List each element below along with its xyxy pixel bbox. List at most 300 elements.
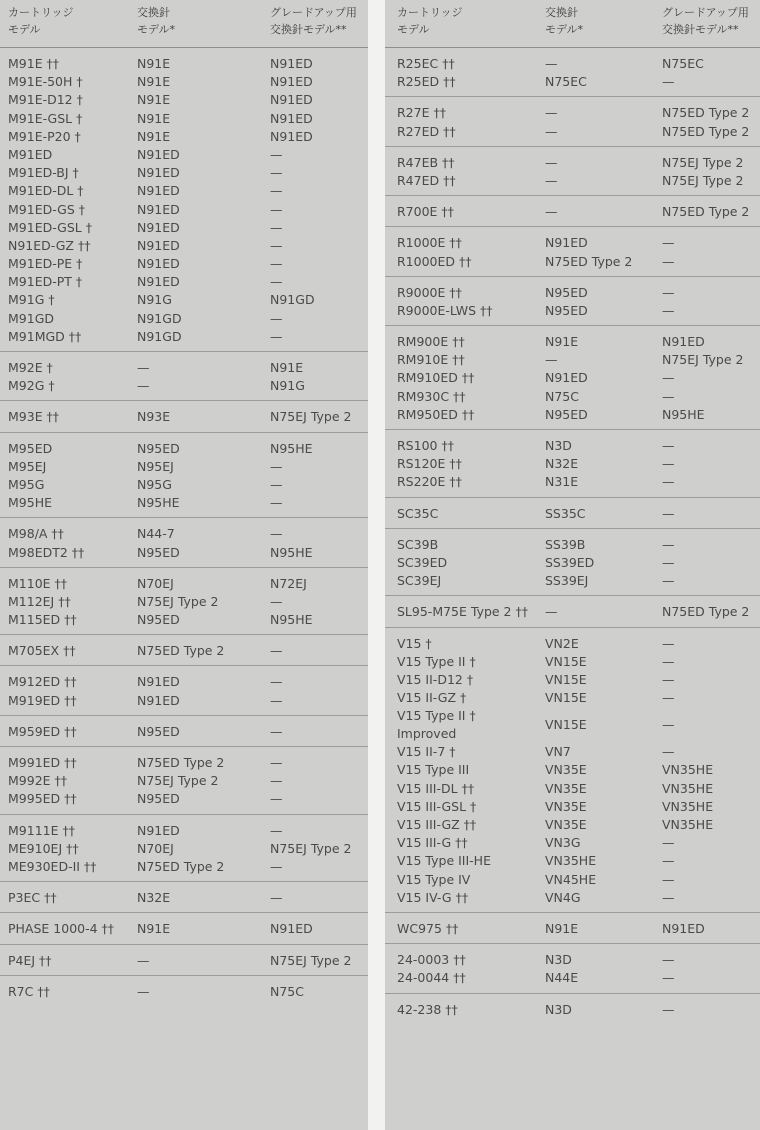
replacement-stylus-cell: VN35E [545,817,587,832]
table-row [385,73,760,91]
table-row [385,55,760,73]
table-row [385,951,760,969]
upgrade-stylus-cell: — [270,183,283,199]
table-row [385,437,760,455]
right-table-header [385,0,760,48]
table-row [0,377,368,395]
table-row [385,707,760,743]
replacement-stylus-cell: — [545,56,558,71]
table-row [385,871,760,889]
cartridge-model-cell: M959ED †† [8,723,77,739]
cartridge-model-cell: V15 Type III-HE [397,853,491,869]
cartridge-model-cell: P3EC †† [8,890,57,906]
table-row [385,455,760,473]
replacement-stylus-cell: VN15E [545,671,587,687]
replacement-stylus-cell: N91E [137,921,171,937]
replacement-stylus-cell: N91ED [545,235,588,251]
upgrade-stylus-cell: — [662,456,675,472]
replacement-stylus-cell: VN35HE [545,853,597,869]
cartridge-model-cell: V15 IV-G †† [397,889,469,905]
table-row [0,182,368,200]
replacement-stylus-cell: N75EC [545,74,587,90]
table-row [0,219,368,237]
row-group [385,227,760,276]
cartridge-model-cell: V15 † [397,635,432,651]
replacement-stylus-cell: VN15E [545,690,587,706]
table-row [385,302,760,320]
replacement-stylus-cell: — [137,360,150,375]
upgrade-stylus-cell: VN35HE [662,817,714,832]
upgrade-stylus-cell: — [662,474,675,490]
row-group [0,945,368,976]
cartridge-model-cell: V15 Type II † Improved [397,708,476,742]
table-row [385,798,760,816]
replacement-stylus-cell: — [545,105,558,121]
replacement-stylus-cell: N91ED [137,674,180,690]
cartridge-model-cell: M93E †† [8,409,60,425]
replacement-stylus-cell: — [545,154,558,170]
row-group [0,48,368,352]
table-row [385,572,760,590]
upgrade-stylus-cell: N95HE [270,544,313,560]
left-table-header [0,0,368,48]
table-row [385,920,760,938]
upgrade-stylus-cell: — [662,1001,675,1017]
table-row [385,671,760,689]
cartridge-model-cell: V15 III-GZ †† [397,817,477,832]
replacement-stylus-cell: N95HE [137,495,180,511]
upgrade-stylus-cell: VN35HE [662,780,714,796]
upgrade-stylus-cell: N95HE [662,406,705,422]
upgrade-stylus-cell: — [270,201,283,217]
cartridge-model-cell: M95G [8,476,45,492]
cartridge-model-cell: SC35C [397,505,439,521]
upgrade-stylus-cell: N75ED Type 2 [662,105,750,121]
upgrade-stylus-cell: — [662,370,675,386]
cartridge-model-cell: 24-0003 †† [397,952,466,968]
replacement-stylus-cell: N75EJ Type 2 [137,773,219,789]
replacement-stylus-cell: VN7 [545,744,571,760]
upgrade-stylus-cell: N91ED [270,92,313,108]
upgrade-stylus-cell: N91ED [270,110,313,126]
upgrade-stylus-cell: N91ED [662,920,705,936]
row-group [0,976,368,1006]
upgrade-stylus-cell: — [270,858,283,874]
replacement-stylus-cell: N91ED [137,201,180,217]
cartridge-model-cell: M91E-50H † [8,74,83,90]
upgrade-stylus-cell: N91ED [270,921,313,937]
replacement-stylus-cell: N91ED [137,274,180,290]
replacement-stylus-cell: N91GD [137,310,182,326]
upgrade-stylus-cell: — [270,476,283,492]
replacement-stylus-cell: N91E [137,56,171,71]
replacement-stylus-cell: N91ED [137,165,180,181]
cartridge-model-cell: R9000E †† [397,284,462,300]
row-group [385,596,760,627]
cartridge-model-cell: M919ED †† [8,692,77,708]
cartridge-model-cell: M912ED †† [8,674,77,690]
cartridge-model-cell: M92G † [8,378,55,394]
cartridge-model-cell: V15 Type II † [397,653,476,669]
table-row [0,73,368,91]
cartridge-model-cell: M95ED [8,440,53,456]
upgrade-stylus-cell: — [270,755,283,770]
table-row [385,635,760,653]
upgrade-stylus-cell: — [662,74,675,90]
upgrade-stylus-cell: — [270,723,283,739]
upgrade-stylus-cell: — [270,822,283,838]
upgrade-stylus-cell: — [270,328,283,344]
upgrade-stylus-cell: N75EC [662,56,704,71]
cartridge-model-cell: V15 II-7 † [397,744,456,760]
cartridge-model-cell: M9111E †† [8,822,75,838]
cartridge-model-cell: RM950ED †† [397,406,475,422]
cartridge-model-cell: ME930ED-II †† [8,858,97,874]
header-upgrade-stylus: グレードアップ用 交換針モデル** [662,6,749,36]
upgrade-stylus-cell: — [662,253,675,269]
table-row [0,440,368,458]
table-row [385,1001,760,1019]
upgrade-stylus-cell: — [270,219,283,235]
table-row [385,369,760,387]
table-row [0,889,368,907]
upgrade-stylus-cell: VN35HE [662,762,714,778]
cartridge-model-cell: R25EC †† [397,56,455,71]
row-group [0,666,368,715]
cartridge-model-cell: SL95-M75E Type 2 †† [397,604,528,620]
upgrade-stylus-cell: VN35HE [662,798,714,814]
table-row [385,473,760,491]
upgrade-stylus-cell: — [662,744,675,760]
table-row [0,642,368,660]
replacement-stylus-cell: — [545,123,558,139]
upgrade-stylus-cell: — [662,505,675,521]
replacement-stylus-cell: N95ED [137,791,180,807]
table-row [0,91,368,109]
replacement-stylus-cell: VN15E [545,717,587,733]
table-row [385,969,760,987]
table-row [385,203,760,221]
cartridge-model-cell: M95EJ [8,458,47,474]
right-table [385,0,760,1130]
right-table-body [385,48,760,1024]
table-row [385,351,760,369]
row-group [0,635,368,666]
replacement-stylus-cell: N91ED [137,692,180,708]
row-group [385,196,760,227]
replacement-stylus-cell: N75ED Type 2 [137,643,225,659]
cartridge-model-cell: M705EX †† [8,643,76,659]
replacement-stylus-cell: N95ED [137,544,180,560]
replacement-stylus-cell: SS39ED [545,554,595,570]
table-row [0,128,368,146]
table-row [385,154,760,172]
replacement-stylus-cell: — [137,378,150,394]
replacement-stylus-cell: — [137,983,150,999]
replacement-stylus-cell: N91G [137,292,172,308]
cartridge-model-cell: R700E †† [397,204,454,220]
replacement-stylus-cell: N95ED [137,612,180,628]
cartridge-model-cell: R25ED †† [397,74,456,90]
header-cartridge-model: カートリッジ モデル [397,6,463,36]
left-table-body [0,48,368,1006]
replacement-stylus-cell: N91ED [137,219,180,235]
cartridge-model-cell: SC39B [397,536,439,552]
replacement-stylus-cell: SS35C [545,505,586,521]
header-upgrade-stylus: グレードアップ用 交換針モデル** [270,6,357,36]
upgrade-stylus-cell: — [662,573,675,589]
table-row [0,110,368,128]
table-row [0,408,368,426]
cartridge-model-cell: SC39EJ [397,573,442,589]
row-group [385,529,760,597]
replacement-stylus-cell: N95ED [545,406,588,422]
table-row [385,388,760,406]
row-group [0,882,368,913]
upgrade-stylus-cell: — [270,274,283,290]
table-row [385,104,760,122]
upgrade-stylus-cell: — [662,717,675,733]
table-row [0,476,368,494]
replacement-stylus-cell: N3D [545,438,572,453]
table-row [0,790,368,808]
cartridge-model-cell: R27ED †† [397,123,456,139]
cartridge-model-cell: RM900E †† [397,334,465,350]
upgrade-stylus-cell: — [662,952,675,968]
replacement-stylus-cell: N91E [137,74,171,90]
row-group [0,352,368,401]
upgrade-stylus-cell: N75EJ Type 2 [270,409,352,425]
replacement-stylus-cell: N75ED Type 2 [545,253,633,269]
cartridge-model-cell: M115ED †† [8,612,77,628]
upgrade-stylus-cell: — [270,458,283,474]
upgrade-stylus-cell: N91GD [270,292,315,308]
cartridge-model-cell: M991ED †† [8,755,77,770]
upgrade-stylus-cell: — [270,791,283,807]
cartridge-model-cell: M95HE [8,495,52,511]
cartridge-model-cell: SC39ED [397,554,448,570]
table-row [385,234,760,252]
replacement-stylus-cell: N95ED [545,284,588,300]
row-group [385,628,760,913]
row-group [385,326,760,430]
replacement-stylus-cell: N91ED [137,183,180,199]
replacement-stylus-cell: N31E [545,474,579,490]
row-group [385,277,760,326]
cartridge-model-cell: M91ED-GSL † [8,219,92,235]
upgrade-stylus-cell: N75EJ Type 2 [270,952,352,968]
table-row [385,406,760,424]
table-row [0,310,368,328]
table-row [0,840,368,858]
table-row [0,525,368,543]
table-row [0,611,368,629]
upgrade-stylus-cell: N75C [270,983,304,999]
upgrade-stylus-cell: — [662,653,675,669]
upgrade-stylus-cell: N75EJ Type 2 [662,154,744,170]
upgrade-stylus-cell: — [662,889,675,905]
table-row [0,328,368,346]
cartridge-model-cell: V15 II-GZ † [397,690,467,706]
table-row [385,780,760,798]
cartridge-model-cell: R27E †† [397,105,446,121]
upgrade-stylus-cell: — [270,773,283,789]
replacement-stylus-cell: N32E [137,890,171,906]
replacement-stylus-cell: N70EJ [137,575,174,591]
cartridge-model-cell: R1000E †† [397,235,462,251]
header-replacement-stylus: 交換針 モデル* [137,6,175,36]
table-row [0,754,368,772]
table-row [385,536,760,554]
cartridge-model-cell: M91GD [8,310,55,326]
row-group [0,913,368,944]
table-row [0,673,368,691]
left-table [0,0,368,1130]
upgrade-stylus-cell: — [662,302,675,318]
replacement-stylus-cell: — [545,604,558,620]
cartridge-model-cell: M110E †† [8,575,68,591]
cartridge-model-cell: M98/A †† [8,526,64,542]
cartridge-model-cell: M112EJ †† [8,593,71,609]
upgrade-stylus-cell: — [662,690,675,706]
upgrade-stylus-cell: — [270,237,283,253]
replacement-stylus-cell: — [545,172,558,188]
cartridge-model-cell: V15 Type IV [397,871,471,887]
table-row [0,201,368,219]
upgrade-stylus-cell: — [662,853,675,869]
cartridge-model-cell: M98EDT2 †† [8,544,85,560]
cartridge-model-cell: M91ED-PT † [8,274,83,290]
cartridge-model-cell: M91ED-PE † [8,256,83,272]
replacement-stylus-cell: N91ED [137,146,180,162]
upgrade-stylus-cell: — [662,835,675,851]
replacement-stylus-cell: N32E [545,456,579,472]
cartridge-model-cell: M91ED-BJ † [8,165,79,181]
table-row [0,494,368,512]
replacement-stylus-cell: N91ED [545,370,588,386]
row-group [385,498,760,529]
upgrade-stylus-cell: — [270,256,283,272]
replacement-stylus-cell: N91E [545,334,579,350]
cartridge-model-cell: V15 III-DL †† [397,780,475,796]
table-row [385,816,760,834]
upgrade-stylus-cell: — [662,438,675,453]
table-row [0,146,368,164]
replacement-stylus-cell: N91E [545,920,579,936]
upgrade-stylus-cell: N91ED [270,128,313,144]
upgrade-stylus-cell: — [662,235,675,251]
cartridge-model-cell: R47EB †† [397,154,455,170]
upgrade-stylus-cell: N95HE [270,612,313,628]
replacement-stylus-cell: N91E [137,128,171,144]
upgrade-stylus-cell: — [270,593,283,609]
row-group [0,518,368,567]
table-row [385,689,760,707]
upgrade-stylus-cell: N75EJ Type 2 [662,352,744,368]
cartridge-model-cell: M91E-D12 † [8,92,83,108]
upgrade-stylus-cell: — [662,284,675,300]
cartridge-model-cell: RS100 †† [397,438,454,453]
upgrade-stylus-cell: — [270,310,283,326]
header-replacement-stylus: 交換針 モデル* [545,6,583,36]
table-row [385,743,760,761]
row-group [385,913,760,944]
replacement-stylus-cell: N70EJ [137,840,174,856]
cartridge-model-cell: M91ED [8,146,53,162]
table-row [385,554,760,572]
cartridge-model-cell: M92E † [8,360,53,375]
cartridge-model-cell: M91ED-GS † [8,201,86,217]
replacement-stylus-cell: N75ED Type 2 [137,755,225,770]
table-row [0,692,368,710]
table-row [0,822,368,840]
upgrade-stylus-cell: N72EJ [270,575,307,591]
replacement-stylus-cell: N44-7 [137,526,175,542]
row-group [0,401,368,432]
upgrade-stylus-cell: — [270,165,283,181]
cartridge-model-cell: V15 Type III [397,762,470,778]
cartridge-model-cell: M91E-P20 † [8,128,81,144]
replacement-stylus-cell: VN15E [545,653,587,669]
cartridge-model-cell: 42-238 †† [397,1001,458,1017]
cartridge-model-cell: WC975 †† [397,920,459,936]
table-row [0,544,368,562]
replacement-stylus-cell: N95ED [137,440,180,456]
table-row [385,761,760,779]
row-group [385,97,760,146]
row-group [385,944,760,993]
upgrade-stylus-cell: — [270,692,283,708]
upgrade-stylus-cell: — [270,495,283,511]
replacement-stylus-cell: N91E [137,110,171,126]
replacement-stylus-cell: VN3G [545,835,581,851]
cartridge-model-cell: R47ED †† [397,172,456,188]
upgrade-stylus-cell: N91E [270,360,304,375]
table-row [0,291,368,309]
replacement-stylus-cell: N91ED [137,822,180,838]
upgrade-stylus-cell: — [662,635,675,651]
row-group [385,48,760,97]
table-row [0,952,368,970]
replacement-stylus-cell: N75ED Type 2 [137,858,225,874]
cartridge-model-cell: 24-0044 †† [397,970,466,986]
table-row [385,852,760,870]
replacement-stylus-cell: VN35E [545,762,587,778]
table-row [0,575,368,593]
replacement-stylus-cell: N44E [545,970,579,986]
replacement-stylus-cell: VN2E [545,635,579,651]
cartridge-model-cell: V15 III-G †† [397,835,468,851]
cartridge-model-cell: V15 II-D12 † [397,671,474,687]
replacement-stylus-cell: SS39B [545,536,586,552]
row-group [385,994,760,1024]
replacement-stylus-cell: VN45HE [545,871,597,887]
cartridge-model-cell: PHASE 1000-4 †† [8,921,115,937]
replacement-stylus-cell: — [137,952,150,968]
replacement-stylus-cell: VN35E [545,798,587,814]
table-row [0,55,368,73]
replacement-stylus-cell: — [545,204,558,220]
row-group [0,568,368,636]
row-group [0,747,368,815]
table-row [385,123,760,141]
cartridge-model-cell: V15 III-GSL † [397,798,477,814]
replacement-stylus-cell: N3D [545,1001,572,1017]
replacement-stylus-cell: VN4G [545,889,581,905]
upgrade-stylus-cell: — [270,146,283,162]
upgrade-stylus-cell: N95HE [270,440,313,456]
cartridge-model-cell: M992E †† [8,773,68,789]
